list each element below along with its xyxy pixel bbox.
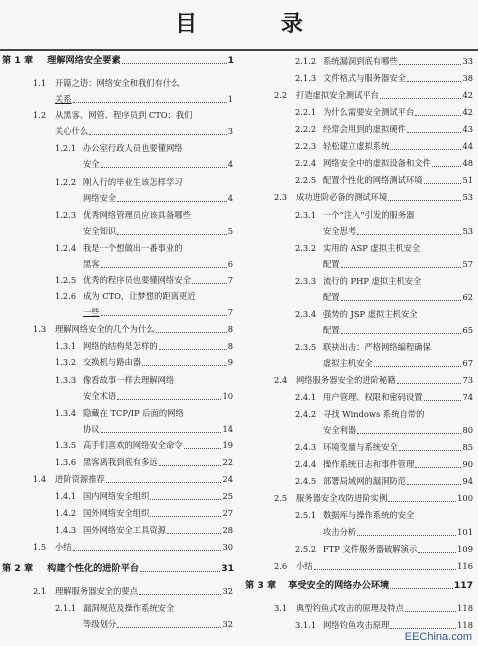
- toc-entry-1-5[interactable]: 1.5 小结 30: [33, 542, 233, 552]
- toc-entry-2-3-3-cont[interactable]: 配置 62: [323, 292, 473, 302]
- toc-entry-1-2-cont[interactable]: 关心什么 3: [55, 126, 233, 136]
- toc-entry-2-2-1[interactable]: 2.2.1 为什么需要安全测试平台 42: [295, 107, 473, 117]
- toc-entry-2-1[interactable]: 2.1 理解服务器安全的要点 32: [33, 586, 233, 596]
- toc-chapter-3[interactable]: 第 3 章 享受安全的网络办公环境 117: [245, 580, 473, 591]
- toc-entry-2-4-1[interactable]: 2.4.1 用户管理、权限和密码设置 74: [295, 392, 473, 402]
- toc-entry-2-1-2[interactable]: 2.1.2 系统漏洞到底有哪些 33: [295, 56, 473, 66]
- toc-entry-2-3-4-cont[interactable]: 配置 65: [323, 325, 473, 335]
- toc-entry-2-2[interactable]: 2.2 打造虚拟安全测试平台 42: [274, 90, 473, 100]
- toc-entry-2-1-1-cont[interactable]: 等级划分 32: [83, 619, 233, 629]
- toc-entry-1-4-3[interactable]: 1.4.3 国外网络安全工具资源 28: [55, 525, 233, 535]
- toc-entry-1-4[interactable]: 1.4 进阶资源推荐 24: [33, 474, 233, 484]
- toc-entry-2-3-4[interactable]: 2.3.4 强势的 JSP 虚拟主机安全: [295, 309, 418, 319]
- toc-entry-1-2-6-cont[interactable]: 一些 7: [83, 307, 233, 317]
- toc-entry-1-3-4[interactable]: 1.3.4 隐藏在 TCP/IP 后面的网络: [55, 408, 184, 418]
- toc-entry-1-2-2[interactable]: 1.2.2 刚入行的毕业生该怎样学习: [55, 177, 183, 187]
- toc-entry-1-3-4-cont[interactable]: 协议 14: [83, 424, 233, 434]
- toc-entry-1-2-3[interactable]: 1.2.3 优秀网络管理员应该具备哪些: [55, 210, 191, 220]
- toc-entry-2-3-1[interactable]: 2.3.1 一个“注入”引发的服务器: [295, 210, 415, 220]
- toc-entry-2-4-3[interactable]: 2.4.3 环境变量与系统安全 85: [295, 442, 473, 452]
- toc-entry-1-2-4-cont[interactable]: 黑客 6: [83, 259, 233, 269]
- toc-entry-2-4-4[interactable]: 2.4.4 操作系统日志和事件管理 90: [295, 459, 473, 469]
- toc-entry-2-2-3[interactable]: 2.2.3 轻松建立虚拟系统 44: [295, 141, 473, 151]
- toc-entry-1-2-1[interactable]: 1.2.1 办公室行政人员也要懂网络: [55, 143, 183, 153]
- toc-entry-2-2-4[interactable]: 2.2.4 网络安全中的虚拟设备和文件 48: [295, 158, 473, 168]
- toc-entry-2-3-1-cont[interactable]: 安全思考 53: [323, 226, 473, 236]
- toc-entry-2-5-1[interactable]: 2.5.1 数据库与操作系统的安全: [295, 510, 415, 520]
- toc-entry-1-1[interactable]: 1.1 开篇之语：网络安全和我们有什么: [33, 78, 180, 88]
- toc-entry-1-4-1[interactable]: 1.4.1 国内网络安全组织 25: [55, 491, 233, 501]
- toc-entry-2-4-2[interactable]: 2.4.2 寻找 Windows 系统自带的: [295, 409, 425, 419]
- toc-entry-2-3-2[interactable]: 2.3.2 实用的 ASP 虚拟主机安全: [295, 243, 421, 253]
- toc-entry-2-1-3[interactable]: 2.1.3 文件格式与服务器安全 38: [295, 73, 473, 83]
- toc-entry-1-2[interactable]: 1.2 从黑客、网管、程序员到 CTO：我们: [33, 110, 193, 120]
- toc-entry-1-2-5[interactable]: 1.2.5 优秀的程序员也要懂网络安全 7: [55, 275, 233, 285]
- toc-entry-1-2-1-cont[interactable]: 安全 4: [83, 159, 233, 169]
- page-title: 目 录: [175, 12, 341, 37]
- toc-entry-1-3-3[interactable]: 1.3.3 像看故事一样去理解网络: [55, 375, 175, 385]
- toc-entry-1-2-2-cont[interactable]: 网络安全 4: [83, 193, 233, 203]
- toc-entry-1-2-4[interactable]: 1.2.4 我是一个想做出一番事业的: [55, 243, 183, 253]
- toc-entry-2-6[interactable]: 2.6 小结 116: [274, 561, 473, 571]
- toc-entry-3-1[interactable]: 3.1 典型钓鱼式攻击的原理及特点 118: [274, 603, 473, 613]
- toc-entry-2-3-5-cont[interactable]: 虚拟主机安全 67: [323, 358, 473, 368]
- toc-entry-1-2-6[interactable]: 1.2.6 成为 CTO，让梦想的距离更近: [55, 291, 196, 301]
- toc-chapter-1[interactable]: 第 1 章 理解网络安全要素 1: [2, 55, 234, 66]
- watermark: EEChina.com: [404, 631, 472, 643]
- toc-entry-2-2-5[interactable]: 2.2.5 配置个性化的网络测试环境 51: [295, 175, 473, 185]
- toc-entry-2-4-2-cont[interactable]: 安全利器 80: [323, 425, 473, 435]
- toc-entry-2-2-2[interactable]: 2.2.2 经常会用到的虚拟硬件 43: [295, 124, 473, 134]
- toc-entry-2-1-1[interactable]: 2.1.1 漏洞规范及操作系统安全: [55, 603, 175, 613]
- toc-entry-2-4[interactable]: 2.4 网络服务器安全的进阶秘籍 73: [274, 375, 473, 385]
- title-divider: [0, 49, 478, 51]
- toc-entry-1-3[interactable]: 1.3 理解网络安全的几个为什么 8: [33, 324, 233, 334]
- toc-entry-1-1-cont[interactable]: 关系 1: [55, 94, 233, 104]
- toc-entry-1-2-3-cont[interactable]: 安全知识 5: [83, 226, 233, 236]
- toc-entry-2-3[interactable]: 2.3 成功进阶必备的测试环境 53: [274, 192, 473, 202]
- toc-entry-1-4-2[interactable]: 1.4.2 国外网络安全组织 27: [55, 508, 233, 518]
- toc-entry-2-3-2-cont[interactable]: 配置 57: [323, 259, 473, 269]
- toc-entry-2-4-5[interactable]: 2.4.5 部署局域网的漏洞防范 94: [295, 476, 473, 486]
- toc-entry-2-3-5[interactable]: 2.3.5 联袂出击：严格网络编程确保: [295, 342, 431, 352]
- toc-entry-2-5-2[interactable]: 2.5.2 FTP 文件服务器破解演示 109: [295, 544, 473, 554]
- toc-entry-3-1-1[interactable]: 3.1.1 网络钓鱼攻击原理 118: [295, 620, 473, 630]
- toc-entry-1-3-5[interactable]: 1.3.5 高手们喜欢的网络安全命令 19: [55, 440, 233, 450]
- toc-entry-1-3-2[interactable]: 1.3.2 交换机与路由器 9: [55, 357, 233, 367]
- toc-entry-2-5[interactable]: 2.5 服务器安全攻防进阶实例 100: [274, 493, 473, 503]
- toc-entry-1-3-6[interactable]: 1.3.6 黑客离我到底有多远 22: [55, 457, 233, 467]
- toc-entry-2-5-1-cont[interactable]: 攻击分析 101: [323, 527, 473, 537]
- toc-entry-2-3-3[interactable]: 2.3.3 流行的 PHP 虚拟主机安全: [295, 276, 422, 286]
- toc-entry-1-3-1[interactable]: 1.3.1 网络的结构是怎样的 8: [55, 341, 233, 351]
- toc-entry-1-3-3-cont[interactable]: 安全术语 10: [83, 391, 233, 401]
- toc-chapter-2[interactable]: 第 2 章 构建个性化的进阶平台 31: [2, 563, 234, 574]
